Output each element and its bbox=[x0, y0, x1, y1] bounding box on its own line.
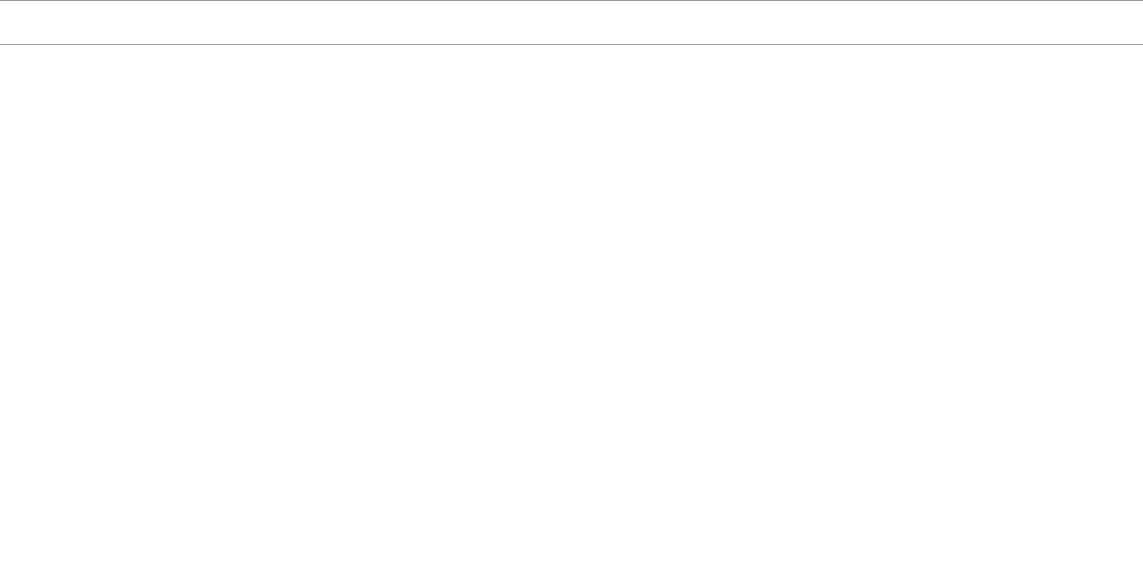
header-pearson bbox=[126, 1, 487, 45]
header-partial bbox=[487, 1, 833, 45]
table-header bbox=[0, 1, 1143, 45]
correlation-table bbox=[0, 0, 1143, 45]
header-distance bbox=[833, 1, 1143, 45]
header-number bbox=[0, 1, 126, 45]
header-row bbox=[0, 1, 1143, 45]
